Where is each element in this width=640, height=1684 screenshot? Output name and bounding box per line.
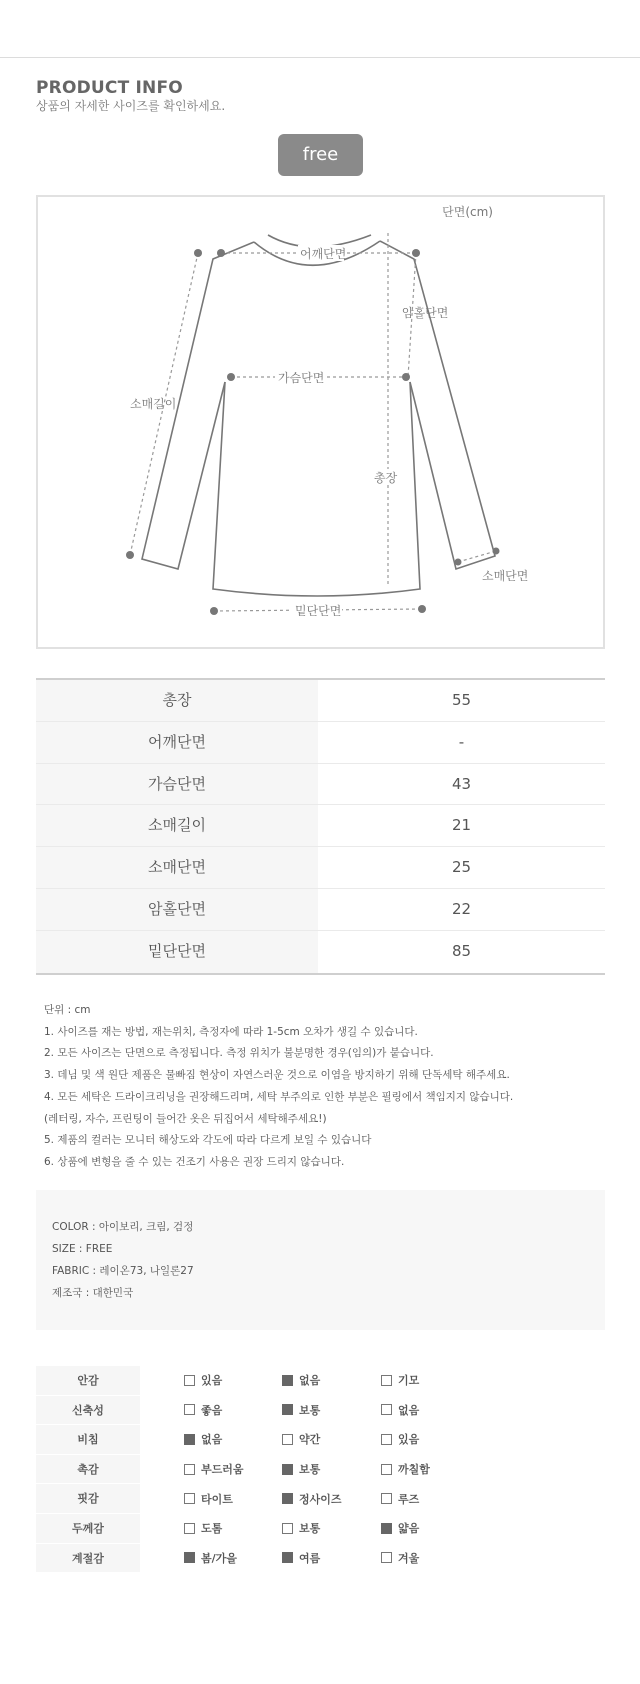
top-divider	[0, 57, 640, 58]
unchecked-box-icon	[282, 1434, 293, 1445]
note-line: 2. 모든 사이즈는 단면으로 측정됩니다. 측정 위치가 불분명한 경우(임의)가 붙습니다.	[44, 1047, 434, 1060]
size-key: 소매단면	[36, 847, 318, 888]
attribute-option	[282, 1461, 320, 1477]
size-value: 85	[451, 941, 472, 960]
attribute-option	[184, 1402, 222, 1418]
product-info-box	[36, 1190, 605, 1330]
size-value: 22	[451, 899, 472, 918]
size-notes	[44, 1000, 604, 1174]
attribute-option-label: 약간	[299, 1433, 321, 1447]
attribute-row	[36, 1366, 605, 1396]
attribute-label: 비침	[36, 1425, 140, 1454]
unchecked-box-icon	[381, 1404, 392, 1415]
attribute-option	[282, 1402, 320, 1418]
checked-box-icon	[381, 1523, 392, 1534]
note-line: 6. 상품에 변형을 줄 수 있는 건조기 사용은 권장 드리지 않습니다.	[44, 1155, 345, 1168]
attribute-option	[381, 1491, 419, 1507]
size-key: 어깨단면	[36, 722, 318, 763]
attribute-option-label: 겨울	[398, 1551, 420, 1565]
attribute-option	[184, 1491, 233, 1507]
attribute-option-label: 보통	[299, 1522, 321, 1536]
attribute-option-label: 좋음	[201, 1403, 223, 1417]
unchecked-box-icon	[381, 1375, 392, 1386]
table-row	[36, 931, 605, 973]
size-diagram	[36, 195, 605, 649]
note-line: 4. 모든 세탁은 드라이크리닝을 권장해드리며, 세탁 부주의로 인한 부분은 필링에서 책임지지 않습니다.	[44, 1090, 514, 1103]
attribute-label: 촉감	[36, 1455, 140, 1484]
section-title: PRODUCT INFO	[36, 78, 183, 98]
table-row	[36, 764, 605, 806]
attribute-option	[282, 1491, 342, 1507]
attribute-option	[381, 1372, 419, 1388]
table-row	[36, 889, 605, 931]
unchecked-box-icon	[184, 1375, 195, 1386]
label-chest: 가슴단면	[278, 371, 325, 385]
attribute-option	[381, 1461, 430, 1477]
info-size: SIZE : FREE	[52, 1243, 113, 1255]
attribute-option-label: 있음	[201, 1374, 223, 1388]
attribute-row	[36, 1396, 605, 1426]
table-row	[36, 805, 605, 847]
attribute-label: 신축성	[36, 1396, 140, 1425]
attribute-option-label: 여름	[299, 1551, 321, 1565]
attribute-option-label: 정사이즈	[299, 1492, 342, 1506]
attribute-option-label: 부드러움	[201, 1463, 244, 1477]
attribute-option	[282, 1372, 320, 1388]
size-tab-free[interactable]: free	[278, 134, 363, 176]
diagram-unit-label: 단면(cm)	[442, 205, 493, 219]
attribute-row	[36, 1484, 605, 1514]
attribute-option	[184, 1520, 222, 1536]
checked-box-icon	[282, 1375, 293, 1386]
checked-box-icon	[282, 1404, 293, 1415]
attribute-row	[36, 1455, 605, 1485]
note-line: 1. 사이즈를 재는 방법, 재는위치, 측정자에 따라 1-5cm 오차가 생길 수 있습니다.	[44, 1025, 418, 1038]
attribute-option-label: 보통	[299, 1403, 321, 1417]
attribute-row	[36, 1425, 605, 1455]
size-key: 밑단단면	[36, 931, 318, 973]
attribute-row	[36, 1544, 605, 1574]
info-fabric: FABRIC : 레이온73, 나일론27	[52, 1265, 194, 1277]
checked-box-icon	[282, 1464, 293, 1475]
attribute-option-label: 루즈	[398, 1492, 420, 1506]
table-row	[36, 722, 605, 764]
attribute-option	[184, 1461, 244, 1477]
label-armhole: 암홀단면	[402, 306, 449, 320]
unchecked-box-icon	[381, 1434, 392, 1445]
unchecked-box-icon	[282, 1523, 293, 1534]
attribute-option-label: 타이트	[201, 1492, 233, 1506]
unchecked-box-icon	[381, 1464, 392, 1475]
label-sleeve-width: 소매단면	[482, 569, 529, 583]
note-line: 5. 제품의 컬러는 모니터 해상도와 각도에 따라 다르게 보일 수 있습니다	[44, 1134, 372, 1147]
unchecked-box-icon	[184, 1464, 195, 1475]
attribute-option-label: 있음	[398, 1433, 420, 1447]
attribute-option-label: 없음	[201, 1433, 223, 1447]
unchecked-box-icon	[184, 1523, 195, 1534]
checked-box-icon	[184, 1552, 195, 1563]
attribute-option-label: 기모	[398, 1374, 420, 1388]
table-row	[36, 847, 605, 889]
label-shoulder: 어깨단면	[300, 247, 347, 261]
note-line: (레터링, 자수, 프린팅이 들어간 옷은 뒤집어서 세탁해주세요!)	[44, 1112, 327, 1125]
size-key: 가슴단면	[36, 764, 318, 805]
size-value: 21	[451, 816, 472, 835]
attribute-label: 계절감	[36, 1544, 140, 1573]
checked-box-icon	[282, 1552, 293, 1563]
attribute-option-label: 얇음	[398, 1522, 420, 1536]
attribute-option	[184, 1431, 222, 1447]
unchecked-box-icon	[184, 1404, 195, 1415]
checked-box-icon	[184, 1434, 195, 1445]
size-value: -	[458, 732, 465, 751]
attribute-option	[282, 1550, 320, 1566]
attribute-row	[36, 1514, 605, 1544]
label-sleeve-length: 소매길이	[130, 397, 177, 411]
attribute-option-label: 없음	[299, 1374, 321, 1388]
attribute-option	[381, 1550, 419, 1566]
info-origin: 제조국 : 대한민국	[52, 1287, 134, 1299]
size-key: 암홀단면	[36, 889, 318, 930]
attribute-option-label: 봄/가을	[201, 1551, 237, 1565]
section-subtitle: 상품의 자세한 사이즈를 확인하세요.	[36, 99, 226, 113]
attribute-option-label: 까칠함	[398, 1463, 430, 1477]
label-hem: 밑단단면	[295, 604, 342, 618]
size-value: 43	[451, 774, 472, 793]
unchecked-box-icon	[184, 1493, 195, 1504]
size-key: 소매길이	[36, 805, 318, 846]
attribute-option	[184, 1550, 237, 1566]
attribute-option	[381, 1431, 419, 1447]
attribute-option	[282, 1431, 320, 1447]
fabric-attribute-table	[36, 1366, 605, 1573]
attribute-option	[184, 1372, 222, 1388]
unchecked-box-icon	[381, 1552, 392, 1563]
attribute-option-label: 없음	[398, 1403, 420, 1417]
table-row	[36, 680, 605, 722]
label-length: 총장	[374, 471, 398, 485]
attribute-option	[381, 1402, 419, 1418]
shirt-outline-drawing	[38, 197, 607, 651]
attribute-option	[381, 1520, 419, 1536]
attribute-label: 안감	[36, 1366, 140, 1395]
info-color: COLOR : 아이보리, 크림, 검정	[52, 1221, 194, 1233]
size-value: 25	[451, 858, 472, 877]
unchecked-box-icon	[381, 1493, 392, 1504]
attribute-label: 핏감	[36, 1484, 140, 1513]
size-table	[36, 678, 605, 975]
size-key: 총장	[36, 680, 318, 721]
attribute-label: 두께감	[36, 1514, 140, 1543]
checked-box-icon	[282, 1493, 293, 1504]
attribute-option-label: 도톰	[201, 1522, 223, 1536]
note-line: 단위 : cm	[44, 1004, 91, 1016]
size-value: 55	[451, 691, 472, 709]
attribute-option-label: 보통	[299, 1463, 321, 1477]
note-line: 3. 데님 및 색 원단 제품은 물빠짐 현상이 자연스러운 것으로 이염을 방지하기 위해 단독세탁 해주세요.	[44, 1069, 510, 1082]
attribute-option	[282, 1520, 320, 1536]
